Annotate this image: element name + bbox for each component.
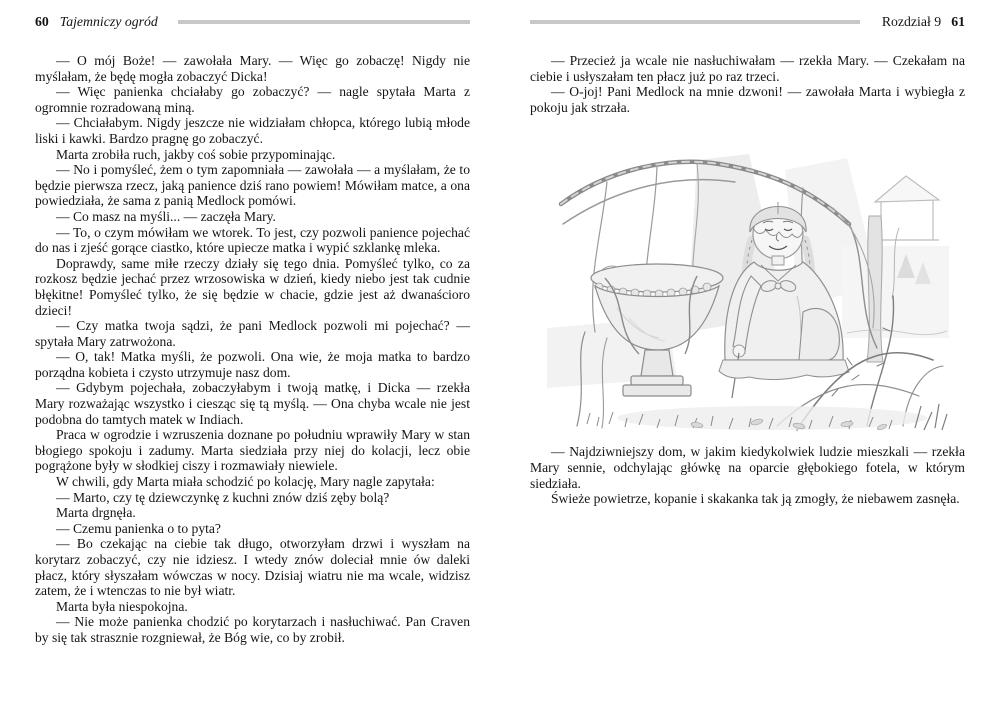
paragraph: — Marto, czy tę dziewczynkę z kuchni znów dziś zęby bolą? — [56, 489, 390, 505]
paragraph: Marta drgnęła. — [56, 505, 136, 521]
paragraph: — Najdziwniejszy dom, w jakim kiedykolwiek ludzie mieszkali — rzekła Mary sennie, odchylając główkę na oparcie głębokiego fotela, w którym siedziała. — [530, 444, 965, 491]
right-page — [500, 0, 1000, 712]
right-page-text-bottom — [530, 444, 965, 506]
right-page-text-top — [530, 53, 965, 115]
paragraph: Marta zrobiła ruch, jakby coś sobie przypominając. — [56, 146, 336, 162]
paragraph: — Czemu panienka o to pyta? — [56, 520, 221, 536]
paragraph: Marta była niespokojna. — [56, 598, 188, 614]
paragraph: — Co masz na myśli... — zaczęła Mary. — [56, 208, 276, 224]
paragraph: — O-joj! Pani Medlock na mnie dzwoni! — zawołała Marta i wybiegła z pokoju jak strzała. — [530, 84, 965, 115]
paragraph: — No i pomyśleć, żem o tym zapomniała — zawołała — a myślałam, że to będzie pierwsza rzecz, jaką panience dziś rano powiem! Mówiłam matce, a ona powiedziała, że sama z panią Medlock pomówi. — [35, 162, 470, 209]
paragraph: Świeże powietrze, kopanie i skakanka tak ją zmogły, że niebawem zasnęła. — [551, 491, 960, 507]
paragraph: — Nie może panienka chodzić po korytarzach i nasłuchiwać. Pan Craven by się tak strasznie rozgniewał, że Bóg wie, co by zrobił. — [35, 614, 470, 645]
header-rule-right — [530, 20, 860, 24]
illustration — [530, 128, 965, 434]
paragraph: — Chciałabym. Nigdy jeszcze nie widziałam chłopca, którego lubią młode liski i kawki. Bardzo pragnę go zobaczyć. — [35, 115, 470, 146]
paragraph: — To, o czym mówiłam we wtorek. To jest, czy pozwoli panience pojechać do nas i zjeść gorące ciastko, które upiecze matka i wypić szklankę mleka. — [35, 224, 470, 256]
illustration-svg — [547, 128, 949, 434]
right-page-number: 61 — [951, 14, 965, 29]
left-page-number: 60 — [35, 14, 49, 29]
right-page-header — [530, 14, 965, 29]
paragraph: — Czy matka twoja sądzi, że pani Medlock pozwoli mi pojechać? — spytała Mary zatrwożona. — [35, 318, 470, 349]
paragraph: — Bo czekając na ciebie tak długo, otworzyłam drzwi i wyszłam na korytarz zobaczyć, czy nie idziesz. I wtedy znów doleciał mnie ów daleki płacz, który słyszałam wówczas w nocy. Dzisiaj wiatru nie ma wcale, widzisz zatem, że i wtenczas to nie był wiatr. — [35, 536, 470, 599]
right-running-title: Rozdział 9 — [881, 14, 942, 29]
paragraph: — O, tak! Matka myśli, że pozwoli. Ona wie, że moja matka to bardzo porządna kobieta i czysto utrzymuje nasz dom. — [35, 349, 470, 380]
left-page-text — [35, 53, 470, 646]
left-running-title: Tajemniczy ogród — [59, 14, 158, 29]
paragraph: — Więc panienka chciałaby go zobaczyć? — nagle spytała Marta z ogromnie rozradowaną miną. — [35, 84, 470, 115]
girl-skirt-hem — [719, 360, 849, 380]
paragraph: — Gdybym pojechała, zobaczyłabym i twoją matkę, i Dicka — rzekła Mary rozważając wszystko i ciesząc się tą myślą. — Ona chyba wcale nie jest podobna do tamtych matek w Indiach. — [35, 380, 470, 427]
paragraph: Doprawdy, same miłe rzeczy działy się tego dnia. Pomyśleć tylko, co za rozkosz będzie jechać przez wrzosowiska w dzień, kiedy niebo jest tak cudnie błękitne! Pomyśleć tylko, że się będzie w chacie, gdzie jest aż dwanaścioro dzieci! — [35, 255, 470, 318]
gazebo — [875, 176, 939, 240]
left-page-header — [35, 14, 470, 29]
paragraph: Praca w ogrodzie i wzruszenia doznane po południu wprawiły Mary w stan błogiego spokoju i zadumy. Marta siedziała przy niej do kolacji, lecz obie pogrążone były w słodkiej ciszy i rozmawiały niewiele. — [35, 427, 470, 474]
header-rule-left — [178, 20, 470, 24]
paragraph: — O mój Boże! — zawołała Mary. — Więc go zobaczę! Nigdy nie myślałam, że będę mogła zobaczyć Dicka! — [35, 53, 470, 84]
ground — [587, 404, 947, 431]
paragraph: W chwili, gdy Marta miała schodzić po kolację, Mary nagle zapytała: — [56, 474, 435, 490]
paragraph: — Przecież ja wcale nie nasłuchiwałam — rzekła Mary. — Czekałam na ciebie i usłyszałam ten płacz już po raz trzeci. — [530, 53, 965, 84]
